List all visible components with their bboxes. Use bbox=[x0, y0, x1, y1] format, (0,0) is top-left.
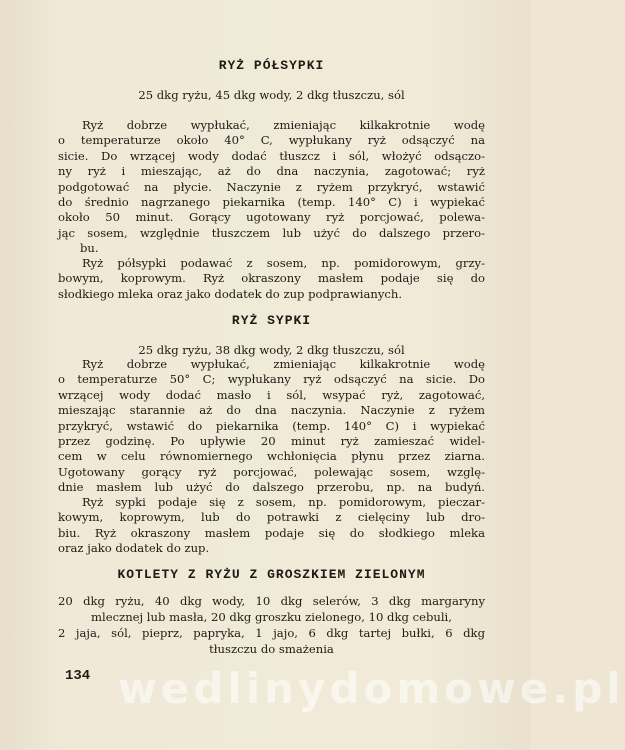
text-line: przykryć, wstawić do piekarnika (temp. 140° C) i wypiekać bbox=[58, 418, 485, 433]
section-title-ryz-polsypki: RYŻ PÓŁSYPKI bbox=[218, 58, 325, 73]
text-line: Ryż dobrze wypłukać, zmieniając kilkakrotnie wodę bbox=[82, 118, 485, 132]
ingredient-line: tłuszczu do smażenia bbox=[209, 642, 334, 656]
text-line: oraz jako dodatek do zup. bbox=[58, 541, 210, 556]
text-line: cem w celu równomiernego wchłonięcia płynu przez ziarna. bbox=[58, 449, 485, 464]
text-line: Ryż sypki podaje się z sosem, np. pomidorowym, pieczar- bbox=[82, 495, 485, 509]
text-line: jąc sosem, względnie tłuszczem lub użyć do dalszego przero- bbox=[58, 225, 485, 240]
text-line: do średnio nagrzanego piekarnika (temp. 140° C) i wypiekać bbox=[58, 195, 485, 210]
ingredient-line: 20 dkg ryżu, 40 dkg wody, 10 dkg selerów, 3 dkg margaryny bbox=[58, 594, 485, 608]
text-line: około 50 minut. Gorący ugotowany ryż porcjować, polewa- bbox=[58, 210, 485, 225]
paragraph-1-ryz-polsypki bbox=[58, 118, 485, 257]
page-number: 134 bbox=[65, 668, 91, 684]
watermark: wedlinydomowe.pl bbox=[118, 664, 625, 713]
text-line: Ugotowany gorący ryż porcjować, polewając sosem, wzglę- bbox=[58, 464, 485, 479]
text-line: o temperaturze około 40° C, wypłukany ryż odsączyć na bbox=[58, 133, 485, 148]
text-line: podgotować na płycie. Naczynie z ryżem przykryć, wstawić bbox=[58, 179, 485, 194]
paragraph-2-ryz-sypki bbox=[58, 495, 485, 557]
text-line: biu. Ryż okraszony masłem podaje się do słodkiego mleka bbox=[58, 525, 485, 540]
paragraph-2-ryz-polsypki bbox=[58, 256, 485, 302]
ingredients-ryz-sypki: 25 dkg ryżu, 38 dkg wody, 2 dkg tłuszczu, sól bbox=[138, 343, 405, 357]
text-line: Ryż dobrze wypłukać, zmieniając kilkakrotnie wodę bbox=[82, 357, 485, 371]
text-line: ny ryż i mieszając, aż do dna naczynia, zagotować; ryż bbox=[58, 164, 485, 179]
text-line: bu. bbox=[80, 241, 99, 256]
ingredients-kotlety-z-ryzu bbox=[58, 593, 485, 657]
text-line: przez godzinę. Po upływie 20 minut ryż zamieszać widel- bbox=[58, 434, 485, 449]
text-line: kowym, koprowym, lub do potrawki z cielęciny lub dro- bbox=[58, 510, 485, 525]
text-line: wrzącej wody dodać masło i sól, wsypać ryż, zagotować, bbox=[58, 387, 485, 402]
section-title-kotlety-z-ryzu: KOTLETY Z RYŻU Z GROSZKIEM ZIELONYM bbox=[117, 567, 426, 582]
section-title-ryz-sypki: RYŻ SYPKI bbox=[231, 313, 312, 328]
ingredient-line: 2 jaja, sól, pieprz, papryka, 1 jajo, 6 dkg tartej bułki, 6 dkg bbox=[58, 626, 485, 640]
text-line: słodkiego mleka oraz jako dodatek do zup podprawianych. bbox=[58, 286, 403, 301]
text-line: dnie masłem lub użyć do dalszego przerobu, np. na budyń. bbox=[58, 480, 485, 495]
paragraph-1-ryz-sypki bbox=[58, 357, 485, 496]
ingredient-line: mlecznej lub masła, 20 dkg groszku zielonego, 10 dkg cebuli, bbox=[91, 610, 452, 624]
text-line: Ryż półsypki podawać z sosem, np. pomidorowym, grzy- bbox=[82, 256, 485, 270]
text-line: sicie. Do wrzącej wody dodać tłuszcz i sól, włożyć odsączo- bbox=[58, 148, 485, 163]
text-line: mieszając starannie aż do dna naczynia. Naczynie z ryżem bbox=[58, 403, 485, 418]
text-line: o temperaturze 50° C; wypłukany ryż odsączyć na sicie. Do bbox=[58, 372, 485, 387]
ingredients-ryz-polsypki: 25 dkg ryżu, 45 dkg wody, 2 dkg tłuszczu, sól bbox=[138, 88, 405, 102]
text-line: bowym, koprowym. Ryż okraszony masłem podaje się do bbox=[58, 271, 485, 286]
